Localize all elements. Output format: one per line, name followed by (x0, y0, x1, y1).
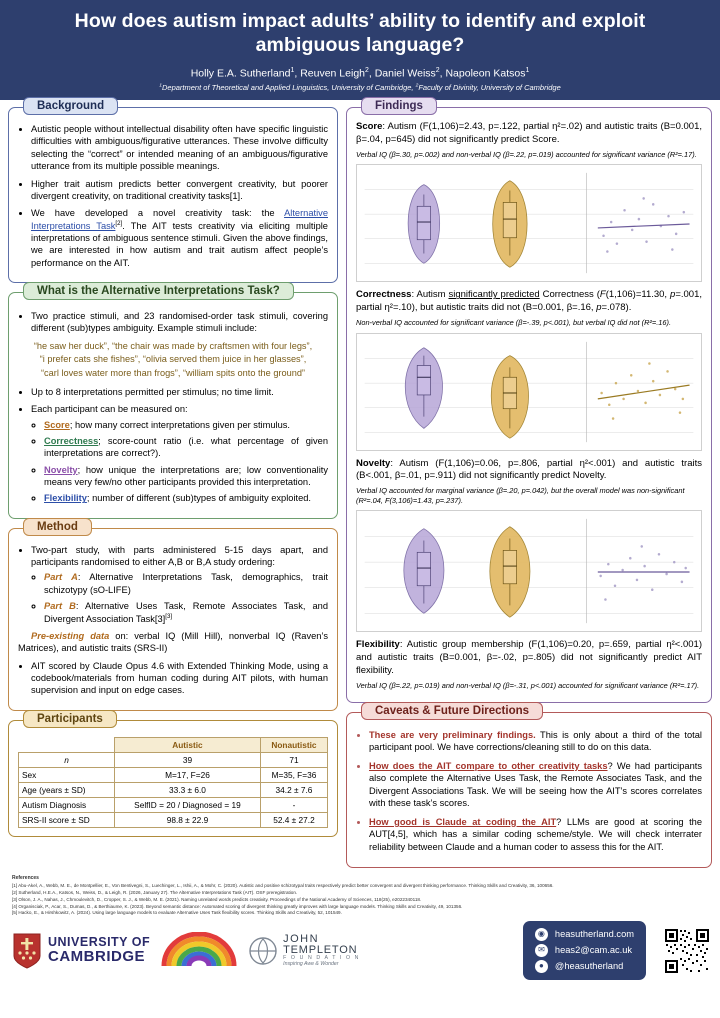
cell-autistic: M=17, F=26 (115, 767, 261, 782)
templeton-mark-icon (248, 934, 278, 968)
cell-nonautistic: - (260, 797, 327, 812)
contact-text: @heasutherland (554, 961, 624, 972)
cell-nonautistic: M=35, F=36 (260, 767, 327, 782)
row-label: n (19, 752, 115, 767)
panel-method (8, 520, 338, 711)
contact-text: heas2@cam.ac.uk (554, 945, 633, 956)
example-line: “he saw her duck”, “the chair was made by craftsmen with four legs”, (33, 340, 313, 351)
caveats-bullets (356, 729, 702, 854)
list-item: • Higher trait autism predicts better convergent creativity, but poorer divergent creativity, on traditional creativity tasks[1]. (31, 178, 328, 203)
caveat-lead: How good is Claude at coding the AIT (369, 816, 557, 827)
left-column (8, 100, 338, 846)
example-line: “carl loves water more than frogs”, “william spits onto the ground” (41, 367, 305, 378)
measure-text: score-count ratio (i.e. what percentage of given interpretations are correct?). (44, 435, 328, 459)
finding-correctness-note: Non-verbal IQ accounted for significant variance (β=-.39, p<.001), but verbal IQ did not (R²=.16). (356, 317, 671, 327)
panel-title-method: Method (23, 518, 92, 536)
measure-name: Flexibility (44, 493, 87, 504)
finding-novelty-note: Verbal IQ accounted for marginal variance (β=.20, p=.042), but the overall model was non-significant (R²=.04, F(3,106)=1.43, p=.237). (356, 486, 685, 505)
table-row (19, 782, 328, 797)
ait-link[interactable]: Alternative Interpretations Task (31, 208, 328, 231)
method-part-a: ◦ Part A: Alternative Interpretations Task, demographics, trait schizotypy (sO-LIFE) (44, 571, 328, 596)
cell-autistic: 33.3 ± 6.0 (115, 782, 261, 797)
part-label: Part A (44, 572, 78, 583)
templeton-logo (248, 934, 360, 968)
ait-measures (31, 419, 328, 505)
finding-flexibility-note: Verbal IQ (β=.22, p=.019) and non-verbal IQ (β=-.31, p<.001) accounted for significant variance (R²=.17). (356, 680, 700, 690)
reference-item: [2] Sutherland, H.E.A., Katsos, N., Weiss, D., & Leigh, R. (2026, January 27). The Alternative Interpretations Task (AIT). OSF preregistration. (12, 889, 298, 895)
measure-text: number of different (sub)types of ambiguity exploited. (92, 493, 312, 504)
finding-correctness-text (356, 289, 702, 315)
caveat-rest: This is only about a third of the total participant pool. We have corrections/cleaning still to do on this data. (369, 729, 702, 753)
list-item: • AIT scored by Claude Opus 4.6 with Extended Thinking Mode, using a codebook/materials from human coding during AIT pilots, with human supervision and input on edge cases. (31, 660, 328, 697)
finding-novelty-text (356, 458, 702, 484)
list-item: • Up to 8 interpretations permitted per stimulus; no time limit. (31, 386, 328, 398)
right-column (346, 100, 712, 877)
list-item (369, 816, 702, 854)
ait-examples (20, 340, 326, 380)
list-item (369, 760, 702, 810)
table-row (19, 797, 328, 812)
page-title: How does autism impact adults’ ability to identify and exploit ambiguous language? (74, 10, 646, 56)
measure-name: Score (44, 419, 70, 430)
templeton-wordmark (283, 934, 360, 966)
contact-card (523, 921, 646, 980)
poster-header (0, 0, 720, 100)
templeton-line3: F O U N D A T I O N (283, 955, 361, 962)
table-row (19, 767, 328, 782)
poster-footer (0, 917, 720, 986)
finding-label: Flexibility (356, 639, 400, 651)
panel-caveats (346, 704, 712, 869)
measure-novelty: ◦ Novelty; how unique the interpretations are; low conventionality means very few/no other participants provided this interpretation. (44, 464, 328, 489)
table-row (19, 812, 328, 827)
rainbow-logo-icon (160, 932, 238, 970)
measure-text: how unique the interpretations are; low conventionality means very few/no other participants provided this interpretation. (44, 464, 328, 488)
cambridge-line2: CAMBRIDGE (48, 948, 145, 966)
prexisting-label: Pre-existing data (31, 630, 110, 641)
contact-website[interactable] (535, 927, 634, 942)
finding-stat: : Autism significantly predicted Correctness (F(1,106)=11.30, p=.001, partial η²=.10), but autistic traits did not (B=0.001, β=.16, p=.078). (356, 289, 703, 314)
finding-label: Novelty (356, 457, 391, 469)
list-item: • Two practice stimuli, and 23 randomised-order task stimuli, covering different (sub)types ambiguity. Example stimuli include: (31, 310, 328, 335)
finding-score-note: Verbal IQ (β=.30, p=.002) and non-verbal IQ (β=.22, p=.019) accounted for significant variance (R²=.17). (356, 149, 697, 159)
table-header-row (19, 737, 328, 752)
affiliation: $^1$Department of Theoretical and Applied Linguistics, University of Cambridge, $^2$Faculty of Divinity, University of Cambridge (159, 83, 561, 93)
cell-autistic: 98.8 ± 22.9 (115, 812, 261, 827)
panel-title-participants: Participants (23, 710, 117, 728)
ait-bullets-2 (18, 386, 328, 505)
row-label: Sex (19, 767, 115, 782)
prexisting-text: on: verbal IQ (Mill Hill), nonverbal IQ (Raven’s Matrices), and autistic traits (SRS-II) (18, 630, 328, 654)
cambridge-wordmark (48, 936, 150, 965)
table-row (19, 752, 328, 767)
list-item: • Two-part study, with parts administered 5-15 days apart, and participants randomised to either A,B or B,A study ordering: ◦ Part A: Alternative Interpretations Task, demographics, trait schizotypy (sO-LIFE) ◦ Part B: Alternative Uses Task, Remote Associates Task, and Divergent Association Task[3][3] (31, 544, 328, 625)
finding-underline: significantly predicted (448, 289, 540, 301)
panel-ait (8, 285, 338, 519)
col-header-nonautistic: Nonautistic (260, 737, 327, 752)
ait-bullets (18, 310, 328, 335)
finding-label: Correctness (356, 289, 412, 301)
caveat-lead: These are very preliminary findings. (369, 729, 536, 740)
row-label: SRS-II score ± SD (19, 812, 115, 827)
author-list: Holly E.A. Sutherland$^1$, Reuven Leigh$^2$, Daniel Weiss$^2$, Napoleon Katsos$^1$ (190, 66, 530, 80)
cambridge-shield-icon (12, 932, 42, 970)
cell-nonautistic: 71 (260, 752, 327, 767)
participants-table (18, 737, 328, 828)
templeton-line1: JOHN (283, 933, 320, 946)
references (0, 875, 720, 917)
method-parts (31, 571, 328, 625)
measure-name: Correctness (44, 435, 99, 446)
measure-flexibility: ◦ Flexibility; number of different (sub)types of ambiguity exploited. (44, 492, 328, 504)
globe-icon: ◉ (535, 928, 548, 941)
cambridge-line1: UNIVERSITY OF (48, 935, 151, 950)
reference-item: [5] Hacko, E., & Hirshkowitz, A. (2024). Using large language models to evaluate Alternative Uses Task flexibility scores. Thinking Skills and Creativity, 52, 101549. (12, 910, 342, 916)
background-bullets (18, 123, 328, 269)
plot-score (356, 164, 702, 282)
part-text: Alternative Uses Task, Remote Associates Task, and Divergent Association Task[3] (44, 601, 329, 624)
reference-item: [1] Abu-Akel, A., Webb, M. E., de Montpellier, E., Von Bentivegni, S., Luechinger, L., Ishii, A., & Mohr, C. (2020). Autistic and positive schizotypal traits respectively predict better convergent and divergent thinking performance. Thinking Skills and Creativity, 36, 100656. (12, 882, 554, 888)
reference-item: [3] Olson, J. A., Nahas, J., Chmoulevitch, D., Cropper, S. J., & Webb, M. E. (2021). Naming unrelated words predicts creativity. Proceedings of the National Academy of Sciences, 118(25), e2022340118. (12, 896, 422, 902)
cambridge-logo (12, 932, 150, 970)
contact-twitter[interactable] (535, 959, 634, 974)
cell-nonautistic: 52.4 ± 27.2 (260, 812, 327, 827)
contact-text: heasutherland.com (554, 929, 634, 940)
measure-name: Novelty (44, 464, 78, 475)
finding-stat: : Autism (F(1,106)=0.06, p=.806, partial η²<.001) and autistic traits (B<.001, β=.01, p=.911) did not significantly predict Novelty. (356, 457, 702, 482)
envelope-icon: ✉ (535, 944, 548, 957)
measure-correctness: ◦ Correctness; score-count ratio (i.e. what percentage of given interpretations are correct?). (44, 435, 328, 460)
list-item: • Each participant can be measured on: ◦ Score; how many correct interpretations given per stimulus. ◦ Correctness; score-count ratio (i.e. what percentage of given interpretations are correct?). ◦ Novelty; how unique the interpretations are; low conventionality means very few/no other participants provided this interpretation. ◦ Flexibility; number of different (sub)types of ambiguity exploited. (31, 403, 328, 505)
qr-code-icon[interactable] (664, 928, 710, 974)
panel-participants (8, 712, 338, 837)
references-heading: References (12, 875, 39, 882)
plot-correctness (356, 333, 702, 451)
part-label: Part B (44, 601, 76, 612)
measure-text: how many correct interpretations given per stimulus. (75, 419, 290, 430)
finding-flexibility-text (356, 639, 702, 677)
caveat-rest: ? LLMs are good at scoring the AUT[4,5], which has a similar coding scheme/style. We will check interrater reliability between Claude and a human coder to assess this for the AIT. (369, 816, 703, 852)
panel-title-findings: Findings (361, 97, 437, 115)
cell-autistic: SelfID = 20 / Diagnosed = 19 (115, 797, 261, 812)
finding-stat: : Autistic group membership (F(1,106)=0.20, p=.659, partial η²<.001) and autistic traits (B=0.001, β=-.02, p=.805) did not significantly predict AIT flexibility. (356, 639, 702, 677)
part-text: Alternative Interpretations Task, demographics, trait schizotypy (sO-LIFE) (44, 572, 328, 595)
method-part-b: ◦ Part B: Alternative Uses Task, Remote Associates Task, and Divergent Association Task[3][3] (44, 600, 328, 625)
finding-stat: : Autism (F(1,106)=2.43, p=.122, partial η²=.02) and autistic traits (B=0.001, β=.04, p=645) did not significantly predict Score. (356, 121, 702, 145)
finding-label: Score (356, 121, 383, 133)
poster-columns (0, 100, 720, 877)
example-line: “i prefer cats she fishes”, “olivia served them juice in her glasses”, (39, 354, 307, 365)
panel-title-caveats: Caveats & Future Directions (361, 702, 543, 720)
panel-background (8, 100, 338, 283)
list-item: • Autistic people without intellectual disability often have specific linguistic difficulties with ambiguous/figurative utterances. These involve difficulty selecting the “correct” or intended meaning of an ambiguous/figurative utterance from its multiple possible meanings. (31, 123, 328, 172)
cell-autistic: 39 (115, 752, 261, 767)
cell-nonautistic: 34.2 ± 7.6 (260, 782, 327, 797)
plot-novelty (356, 510, 702, 632)
col-header-blank (19, 737, 115, 752)
list-item (369, 729, 702, 754)
col-header-autistic: Autistic (115, 737, 261, 752)
method-bullets (18, 544, 328, 697)
list-item: • We have developed a novel creativity task: the Alternative Interpretations Task[2]. The AIT tests creativity via eliciting multiple interpretations of ambiguous sentence stimuli. Given the above findings, we are interested in how autism and trait autism affect people’s performance on the AIT. (31, 207, 328, 269)
caveat-lead: How does the AIT compare to other creativity tasks (369, 760, 608, 771)
contact-email[interactable] (535, 943, 634, 958)
row-label: Autism Diagnosis (19, 797, 115, 812)
caveat-rest: ? We had participants also complete the Alternative Uses Task, the Remote Associates Task, and the Divergent Associations Task. We will be seeing how the AIT’s scores correlates with these task’s scores. (369, 760, 702, 809)
measure-score: ◦ Score; how many correct interpretations given per stimulus. (44, 419, 328, 431)
templeton-tagline: Inspiring Awe & Wonder (283, 960, 339, 967)
row-label: Age (years ± SD) (19, 782, 115, 797)
reference-item: [4] Organisciak, P., Acar, S., Dumas, D., & Berthiaume, K. (2023). Beyond semantic distance: Automated scoring of divergent thinking greatly improves with large language models. Thinking Skills and Creativity, 49, 101356. (12, 903, 463, 909)
finding-score-text (356, 121, 702, 147)
panel-title-ait: What is the Alternative Interpretations Task? (23, 282, 294, 300)
templeton-line2: TEMPLETON (283, 944, 358, 957)
list-item-prexisting (18, 630, 328, 655)
panel-findings (346, 100, 712, 702)
bird-icon: ● (535, 960, 548, 973)
panel-title-background: Background (23, 97, 118, 115)
